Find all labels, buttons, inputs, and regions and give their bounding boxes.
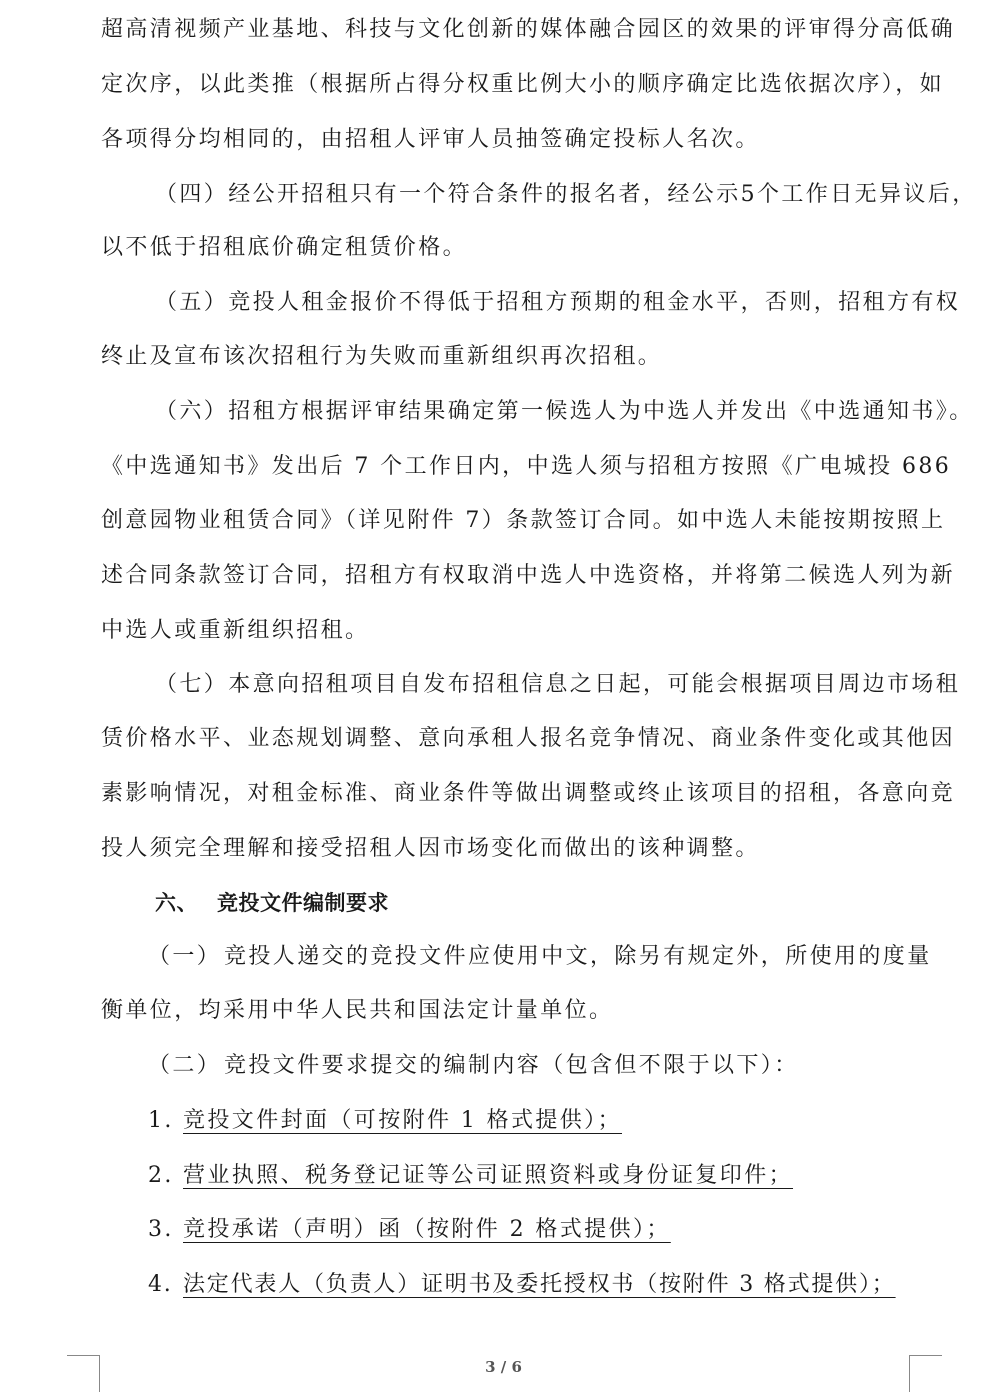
sub-item-marker: （一） [148, 944, 222, 969]
list-item [148, 1215, 916, 1245]
list-item-text: 法定代表人（负责人）证明书及委托授权书（按附件 3 格式提供）； [183, 1272, 896, 1297]
paragraph-line: 衡单位，均采用中华人民共和国法定计量单位。 [101, 998, 614, 1023]
paragraph-line: （四）经公开招租只有一个符合条件的报名者，经公示5个工作日无异议后， [155, 182, 977, 207]
sub-item-one [148, 942, 932, 972]
list-item-number: 2. [148, 1163, 174, 1188]
list-item [148, 1106, 916, 1136]
paragraph-line: （五）竞投人租金报价不得低于招租方预期的租金水平，否则，招租方有权 [155, 290, 961, 315]
list-item-text: 营业执照、税务登记证等公司证照资料或身份证复印件； [183, 1163, 794, 1188]
paragraph-line: 《中选通知书》发出后 7 个工作日内，中选人须与招租方按照《广电城投 686 [101, 454, 952, 479]
sub-item-text: 竞投文件要求提交的编制内容（包含但不限于以下）： [224, 1053, 799, 1078]
section-number: 六、 [155, 891, 198, 915]
list-item [148, 1270, 916, 1300]
paragraph-line: 投人须完全理解和接受招租人因市场变化而做出的该种调整。 [101, 836, 760, 861]
sub-item-text: 竞投人递交的竞投文件应使用中文，除另有规定外，所使用的度量 [224, 944, 932, 969]
list-item-number: 3. [148, 1217, 174, 1242]
paragraph-line: 以不低于招租底价确定租赁价格。 [101, 235, 468, 260]
list-item-text: 竞投承诺（声明）函（按附件 2 格式提供）； [183, 1217, 671, 1242]
list-item-number: 4. [148, 1272, 173, 1297]
section-heading [155, 888, 970, 918]
page-number: 3 / 6 [485, 1358, 522, 1376]
paragraph-line: 素影响情况，对租金标准、商业条件等做出调整或终止该项目的招租，各意向竞 [101, 781, 956, 806]
paragraph-line: 中选人或重新组织招租。 [101, 618, 370, 643]
paragraph-line: 述合同条款签订合同，招租方有权取消中选人中选资格，并将第二候选人列为新 [101, 563, 956, 588]
sub-item-two [148, 1051, 916, 1081]
list-item-text: 竞投文件封面（可按附件 1 格式提供）； [183, 1108, 622, 1133]
list-item [148, 1161, 916, 1191]
list-item-number: 1. [148, 1108, 174, 1133]
section-title: 竞投文件编制要求 [217, 891, 389, 915]
paragraph-line: 各项得分均相同的，由招租人评审人员抽签确定投标人名次。 [101, 127, 760, 152]
paragraph-line: （七）本意向招租项目自发布招租信息之日起，可能会根据项目周边市场租 [155, 672, 961, 697]
paragraph-line: 创意园物业租赁合同》（详见附件 7）条款签订合同。如中选人未能按期按照上 [101, 508, 946, 533]
paragraph-line: （六）招租方根据评审结果确定第一候选人为中选人并发出《中选通知书》。 [155, 399, 974, 424]
sub-item-marker: （二） [148, 1053, 222, 1078]
paragraph-line: 定次序，以此类推（根据所占得分权重比例大小的顺序确定比选依据次序），如 [101, 72, 945, 97]
paragraph-line: 终止及宣布该次招租行为失败而重新组织再次招租。 [101, 344, 663, 369]
paragraph-line: 赁价格水平、业态规划调整、意向承租人报名竞争情况、商业条件变化或其他因 [101, 726, 956, 751]
paragraph-line: 超高清视频产业基地、科技与文化创新的媒体融合园区的效果的评审得分高低确 [101, 17, 956, 42]
